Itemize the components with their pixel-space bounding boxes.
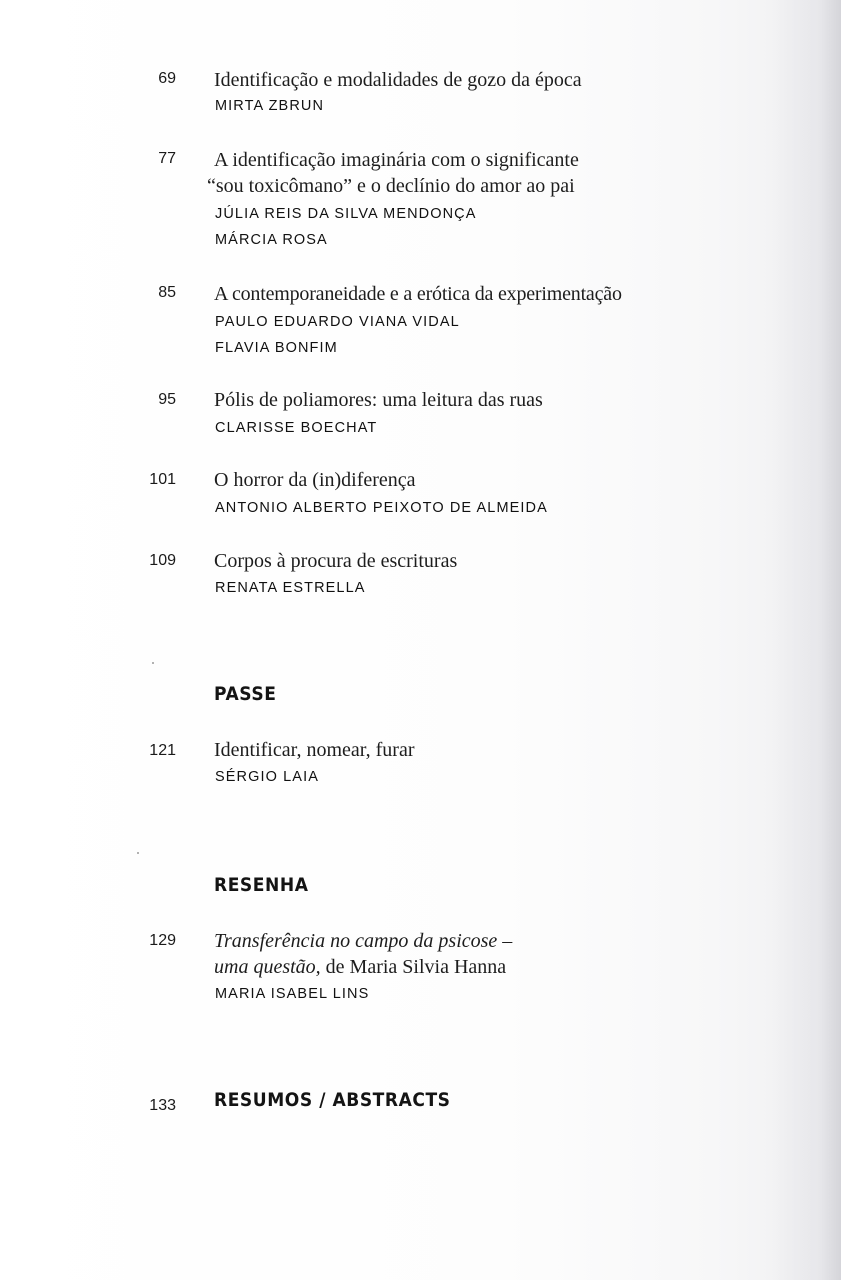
paper-speck: [152, 662, 154, 664]
page-number: 133: [149, 1097, 176, 1114]
review-title-line: Transferência no campo da psicose –: [214, 930, 513, 952]
author-name: PAULO EDUARDO VIANA VIDAL: [215, 314, 460, 330]
article-title: O horror da (in)diferença: [214, 469, 416, 491]
article-title: Pólis de poliamores: uma leitura das ruas: [214, 389, 543, 411]
article-title: Corpos à procura de escrituras: [214, 550, 458, 572]
section-heading-passe: PASSE: [214, 683, 277, 705]
author-name: MARIA ISABEL LINS: [215, 986, 370, 1002]
review-title-line: [214, 954, 774, 980]
author-name: FLAVIA BONFIM: [215, 340, 338, 356]
article-title: Identificação e modalidades de gozo da época: [214, 69, 582, 91]
section-heading-resenha: RESENHA: [214, 874, 309, 896]
page-number: 77: [158, 150, 176, 167]
section-heading-resumos: RESUMOS / ABSTRACTS: [214, 1089, 451, 1111]
author-name: MÁRCIA ROSA: [215, 232, 328, 248]
article-title: Identificar, nomear, furar: [214, 739, 415, 761]
page-number: 109: [149, 552, 176, 569]
page-edge-shadow: [771, 0, 841, 1280]
author-name: ANTONIO ALBERTO PEIXOTO DE ALMEIDA: [215, 500, 548, 516]
page-number: 101: [149, 471, 176, 488]
author-name: MIRTA ZBRUN: [215, 98, 325, 114]
article-title-line: “sou toxicômano” e o declínio do amor ao pai: [207, 175, 575, 197]
review-title-author-ref: de Maria Silvia Hanna: [320, 956, 507, 978]
author-name: JÚLIA REIS DA SILVA MENDONÇA: [215, 206, 477, 222]
page-number: 129: [149, 932, 176, 949]
article-title: A contemporaneidade e a erótica da experimentação: [214, 283, 622, 305]
page-number: 69: [158, 70, 176, 87]
page-number: 121: [149, 742, 176, 759]
review-title-italic: uma questão,: [214, 956, 321, 978]
page-number: 85: [158, 284, 176, 301]
author-name: SÉRGIO LAIA: [215, 769, 319, 785]
author-name: CLARISSE BOECHAT: [215, 420, 378, 436]
paper-speck: [137, 852, 139, 854]
article-title-line: A identificação imaginária com o significante: [214, 149, 579, 171]
author-name: RENATA ESTRELLA: [215, 580, 366, 596]
page-number: 95: [158, 391, 176, 408]
